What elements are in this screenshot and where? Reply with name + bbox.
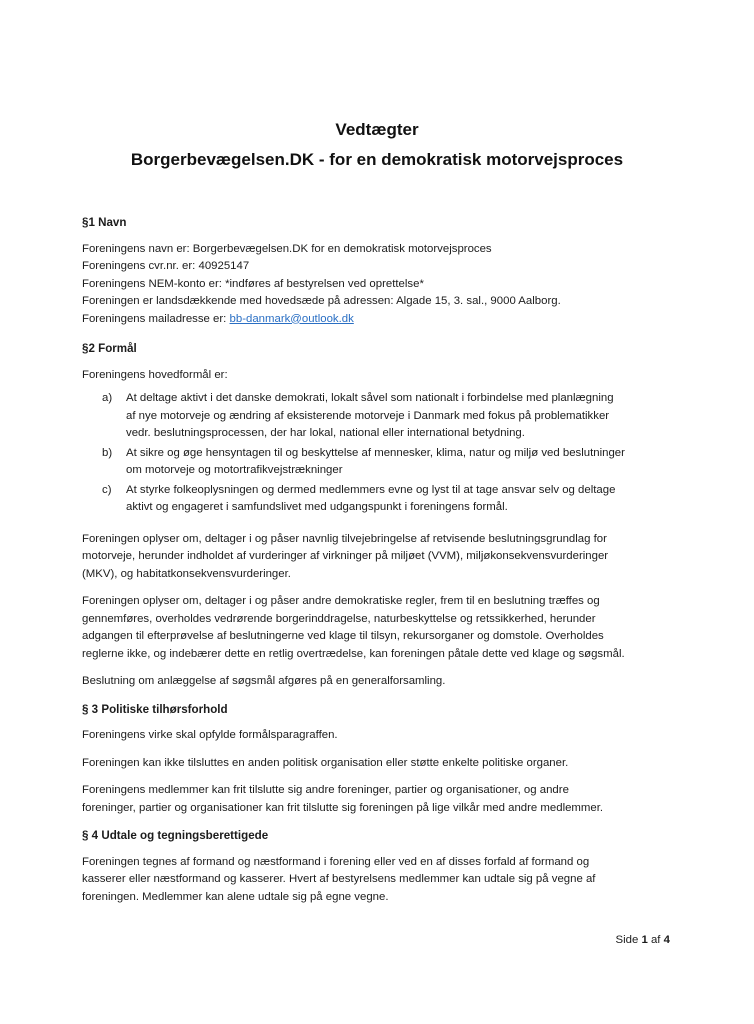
text-line: (MKV), og habitatkonsekvensvurderinger. — [82, 567, 291, 580]
document-body — [82, 214, 682, 916]
text-line: Foreningens navn er: Borgerbevægelsen.DK for en demokratisk motorvejsproces — [82, 242, 492, 255]
list-marker: b) — [102, 446, 113, 459]
text-line: Foreningens virke skal opfylde formålsparagraffen. — [82, 729, 338, 741]
total-pages: 4 — [663, 934, 670, 946]
text-line: kasserer eller næstformand og kasserer. Hvert af bestyrelsens medlemmer kan udtale sig på vegne af — [82, 873, 596, 885]
page-footer: Side 1 af 4 — [615, 934, 670, 946]
text-line: vedr. beslutningsprocessen, der har lokal, national eller international betydning. — [126, 427, 525, 439]
list-item — [82, 390, 682, 443]
text-line: At styrke folkeoplysningen og dermed medlemmers evne og lyst til at tage ansvar selv og deltage — [126, 483, 616, 496]
text-line: gennemføres, overholdes vedrørende borgerinddragelse, naturbeskyttelse og retssikkerhed, herunder — [82, 612, 596, 625]
current-page: 1 — [641, 934, 648, 946]
list-item — [82, 445, 682, 480]
text-line: af nye motorveje og ændring af eksisterende motorveje i Danmark med fokus på problematikker — [126, 409, 610, 422]
text-line: motorveje, herunder indholdet af vurderinger af virkninger på miljøet (VVM), miljøkonsekvensvurderinger — [82, 550, 609, 562]
paragraph — [82, 531, 682, 584]
paragraph — [82, 755, 682, 773]
paragraph — [82, 593, 682, 663]
text-line: Foreningen tegnes af formand og næstformand i forening eller ved en af disses forfald af formand og — [82, 855, 590, 868]
paragraph — [82, 782, 682, 817]
text-line: At deltage aktivt i det danske demokrati, lokalt såvel som nationalt i forbindelse med planlægning — [126, 392, 614, 404]
text-line: Foreningen oplyser om, deltager i og påser andre demokratiske regler, frem til en beslutning træffes og — [82, 595, 600, 607]
section-heading-udtale: § 4 Udtale og tegningsberettigede — [82, 829, 269, 842]
text-line: Foreningens medlemmer kan frit tilslutte sig andre foreninger, partier og organisationer, og andre — [82, 784, 569, 796]
text-line: Foreningen kan ikke tilsluttes en anden politisk organisation eller støtte enkelte politiske organer. — [82, 756, 569, 769]
text-line: Foreningens hovedformål er: — [82, 368, 228, 381]
paragraph — [82, 854, 682, 907]
document-subtitle: Borgerbevægelsen.DK - for en demokratisk motorvejsproces — [130, 150, 624, 169]
text-line: om motorveje og motortrafikvejstrækninger — [126, 464, 343, 476]
paragraph — [82, 673, 682, 691]
section-heading-navn: §1 Navn — [82, 216, 127, 229]
text-line: foreningen. Medlemmer kan alene udtale sig på egne vegne. — [82, 890, 389, 903]
text-line: Foreningens cvr.nr. er: 40925147 — [82, 260, 250, 272]
text-line: adgangen til efterprøvelse af beslutningerne ved klage til tilsyn, rekursorganer og domstole. Overholdes — [82, 630, 604, 642]
section-navn-lines — [82, 241, 682, 329]
text-line: Foreningen oplyser om, deltager i og påser navnlig tilvejebringelse af retvisende beslutningsgrundlag for — [82, 532, 607, 545]
mail-link[interactable]: bb-danmark@outlook.dk — [229, 312, 354, 325]
mail-label: Foreningens mailadresse er: — [82, 312, 230, 325]
paragraph — [82, 727, 682, 745]
text-line: Foreningen er landsdækkende med hovedsæde på adressen: Algade 15, 3. sal., 9000 Aalborg. — [82, 295, 561, 307]
purpose-list — [82, 390, 682, 517]
list-item — [82, 482, 682, 517]
section-heading-formaal: §2 Formål — [82, 342, 137, 355]
text-line: aktivt og engageret i samfundslivet med udgangspunkt i foreningens formål. — [126, 501, 508, 513]
section-heading-politiske: § 3 Politiske tilhørsforhold — [82, 702, 228, 716]
text-line: foreninger, partier og organisationer kan frit tilslutte sig foreningen på lige vilkår med andre medlemmer. — [82, 801, 604, 814]
text-line: Beslutning om anlæggelse af søgsmål afgøres på en generalforsamling. — [82, 675, 446, 687]
text-line: Foreningens NEM-konto er: *indføres af bestyrelsen ved oprettelse* — [82, 277, 424, 290]
document-title: Vedtægter — [335, 120, 419, 139]
list-marker: c) — [102, 483, 112, 496]
list-marker: a) — [102, 392, 113, 404]
text-line: reglerne ikke, og indebærer dette en retlig overtrædelse, kan foreningen påtale dette ved klage og søgsmål. — [82, 647, 625, 660]
mail-line — [82, 311, 682, 329]
text-line: At sikre og øge hensyntagen til og beskyttelse af mennesker, klima, natur og miljø ved beslutninger — [126, 446, 625, 459]
